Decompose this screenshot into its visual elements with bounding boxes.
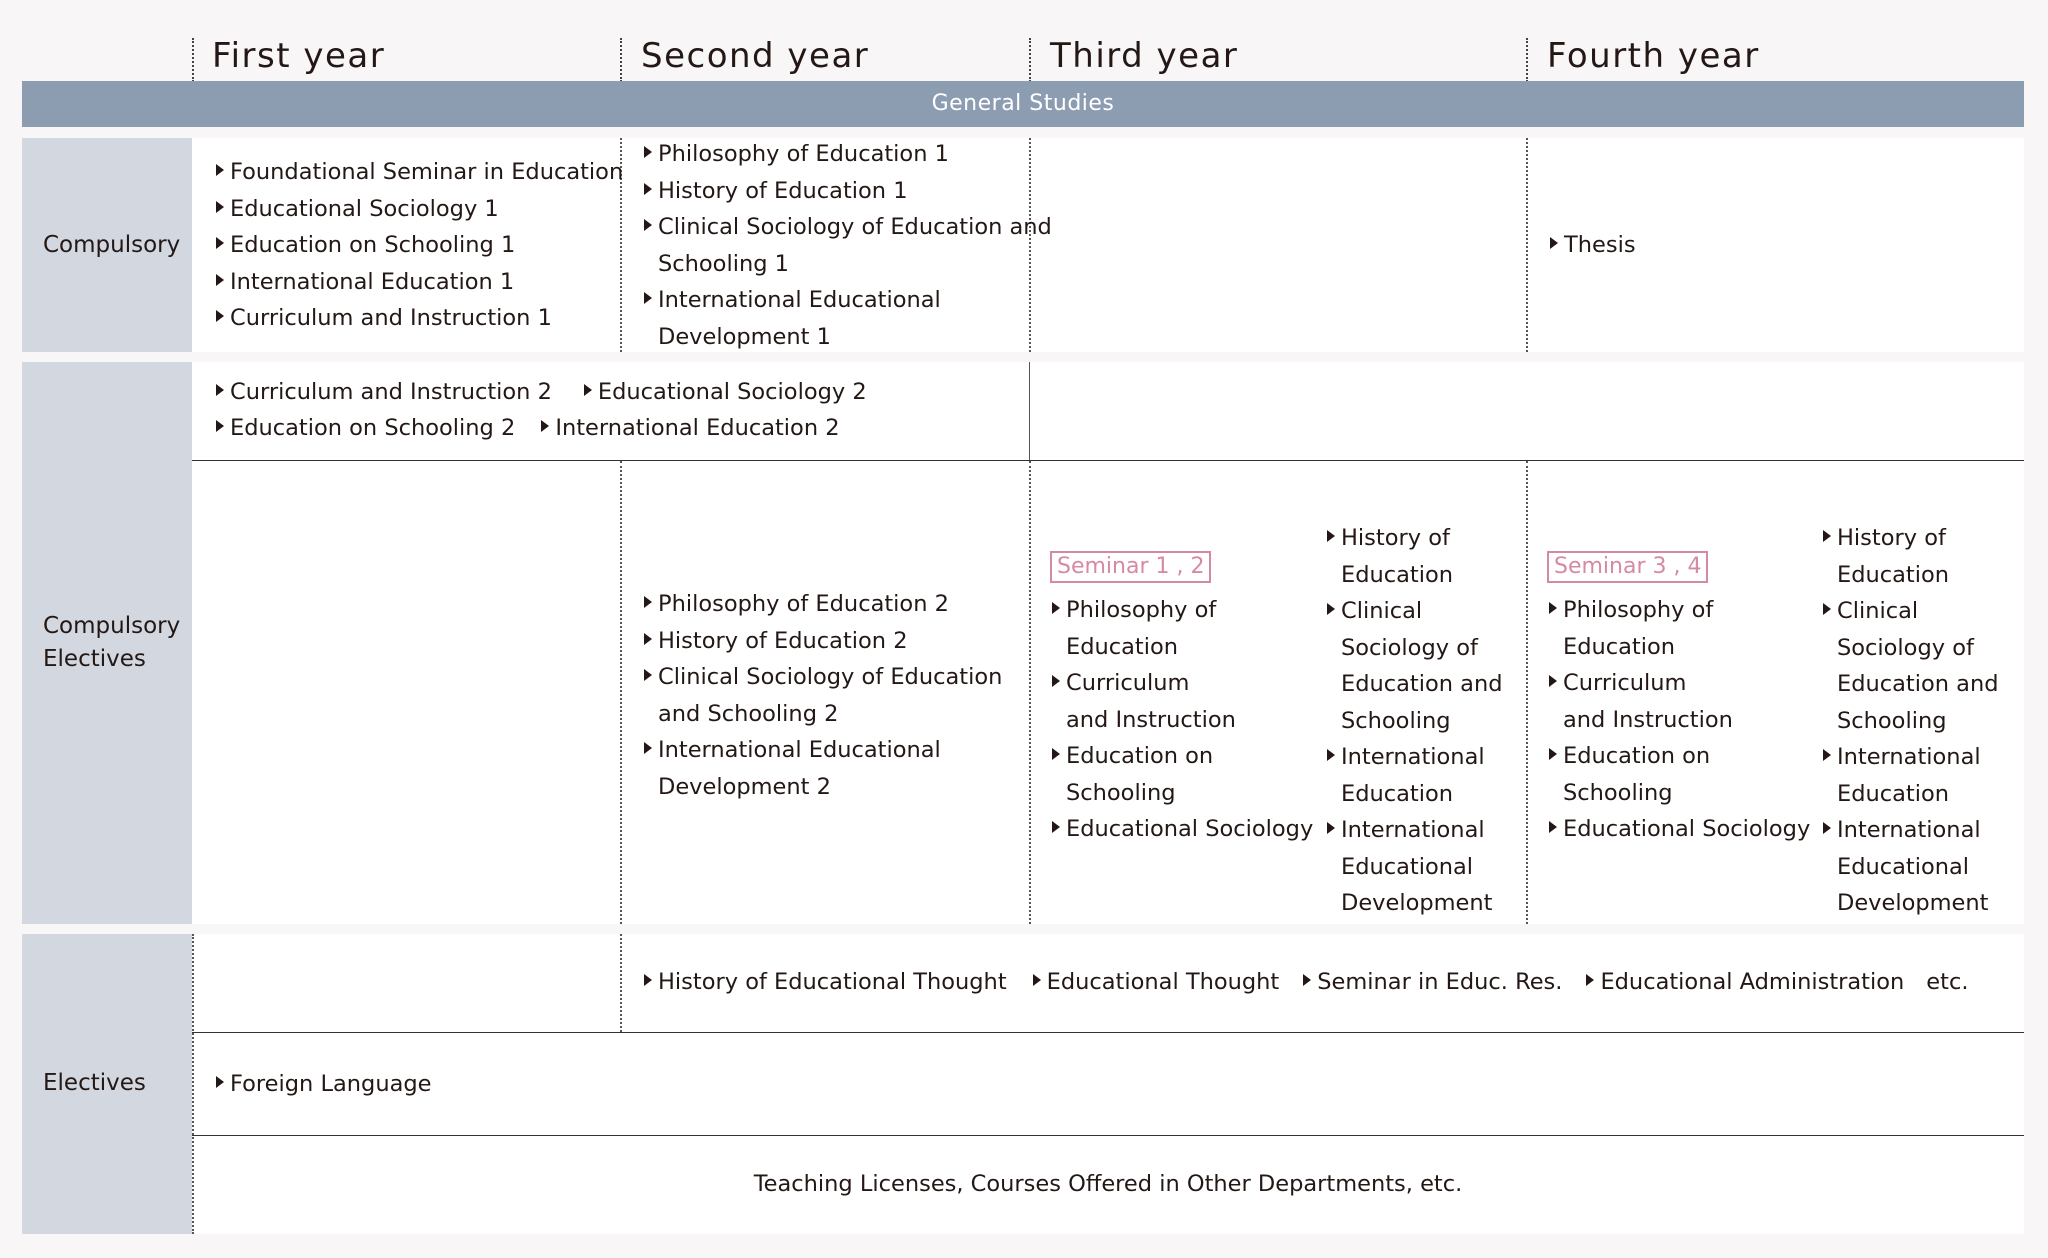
course-item-continued: and Instruction [1066,706,1236,733]
course-item-continued: Schooling 1 [658,250,789,277]
ce-year4-left-list [1549,592,1810,848]
course-item-continued: Education [1341,561,1454,588]
course-item: Educational Administration [1586,964,1904,1001]
course-item-continued: Schooling [1066,779,1176,806]
course-item-continued: Development 1 [658,323,831,350]
course-item: Philosophy of [1549,592,1810,629]
course-item: Education on Schooling 1 [216,227,623,264]
course-item-continued: Schooling [1837,707,1947,734]
row-label-electives: Electives [22,934,192,1234]
course-item-continued: and Instruction [1563,706,1733,733]
general-studies-bar: General Studies [22,81,2024,127]
course-item-continued: Educational [1341,853,1474,880]
course-item: Curriculum [1052,665,1313,702]
course-item: History of Education 1 [644,173,1052,210]
course-item: History of [1327,520,1503,557]
course-item-continued: Development [1341,890,1493,916]
year-header-1: First year [212,36,386,76]
course-item: Foreign Language [216,1066,432,1103]
course-item-continued: Sociology of [1837,634,1974,661]
course-item: Foundational Seminar in Education [216,154,623,191]
course-item-continued: Development 2 [658,773,831,800]
course-item-continued: Development [1837,890,1989,916]
course-item: History of Educational Thought [644,964,1007,1001]
course-item-continued: Education [1837,780,1950,807]
row-divider [192,460,2024,461]
column-divider [1526,461,1528,924]
row-label-compulsory: Compulsory [22,138,192,352]
course-item: Educational Sociology 1 [216,191,623,228]
course-item-continued: Educational [1837,853,1970,880]
column-divider [620,934,622,1032]
seminar-badge-year4: Seminar 3 , 4 [1547,551,1708,583]
course-item: International Educational [644,732,1002,769]
course-item: Curriculum and Instruction 1 [216,300,623,337]
ce-top-line-2 [216,410,840,447]
course-item: Clinical [1823,593,1999,630]
course-item: Educational Sociology [1052,811,1313,848]
etc-text: etc. [1926,969,1969,995]
course-item: International Education 1 [216,264,623,301]
course-item-continued: and Schooling 2 [658,700,839,727]
course-item: Curriculum and Instruction 2 [216,374,552,411]
header-divider [1526,38,1528,82]
column-divider [1029,461,1031,924]
course-item: Educational Sociology 2 [584,374,867,411]
course-item: International [1327,812,1503,849]
electives-other-text: Teaching Licenses, Courses Offered in Other Departments, etc. [753,1171,1463,1197]
column-divider [1029,362,1030,460]
year-header-2: Second year [641,36,870,76]
course-item: International Educational [644,282,1052,319]
course-item: Philosophy of Education 2 [644,586,1002,623]
compulsory-year1-list [216,154,623,337]
ce-year3-left-list [1052,592,1313,848]
course-item-thesis: Thesis [1550,227,1636,264]
year-header-4: Fourth year [1547,36,1760,76]
course-item: Education on Schooling 2 [216,410,515,447]
course-item: International [1823,739,1999,776]
course-item: Education on [1052,738,1313,775]
row-divider [192,1032,2024,1033]
column-divider [1526,138,1528,352]
row-label-compulsory-electives: Compulsory Electives [22,362,192,924]
ce-top-line-1 [216,374,867,411]
course-item: Educational Thought [1033,964,1280,1001]
header-divider [1029,38,1031,82]
year-header-3: Third year [1050,36,1239,76]
course-item-continued: Education [1563,633,1676,660]
course-item: Clinical Sociology of Education and [644,209,1052,246]
course-item: International [1327,739,1503,776]
compulsory-year4-list [1550,227,1636,264]
column-divider [620,461,622,924]
header-divider [620,38,622,82]
header-divider [192,38,194,82]
course-item: Education on [1549,738,1810,775]
electives-upper-line [644,964,1968,1001]
ce-year3-right-list [1327,520,1503,922]
seminar-badge-year3: Seminar 1 , 2 [1050,551,1211,583]
course-item: History of Education 2 [644,623,1002,660]
course-item: International [1823,812,1999,849]
course-item-continued: Education and [1837,671,1999,697]
course-item-continued: Education and [1341,671,1503,697]
course-item: Curriculum [1549,665,1810,702]
course-item-continued: Education [1837,561,1950,588]
course-item: Clinical [1327,593,1503,630]
course-item: History of [1823,520,1999,557]
course-item: International Education 2 [541,410,839,447]
course-item-continued: Sociology of [1341,634,1478,661]
course-item-continued: Education [1066,633,1179,660]
compulsory-year2-list [644,136,1052,355]
course-item: Philosophy of [1052,592,1313,629]
ce-year2-list [644,586,1002,805]
electives-foreign-language-list [216,1066,432,1103]
course-item: Seminar in Educ. Res. [1303,964,1562,1001]
course-item-continued: Schooling [1563,779,1673,806]
course-item: Clinical Sociology of Education [644,659,1002,696]
course-item: Educational Sociology [1549,811,1810,848]
ce-year4-right-list [1823,520,1999,922]
course-item: Philosophy of Education 1 [644,136,1052,173]
course-item-continued: Schooling [1341,707,1451,734]
course-item-continued: Education [1341,780,1454,807]
